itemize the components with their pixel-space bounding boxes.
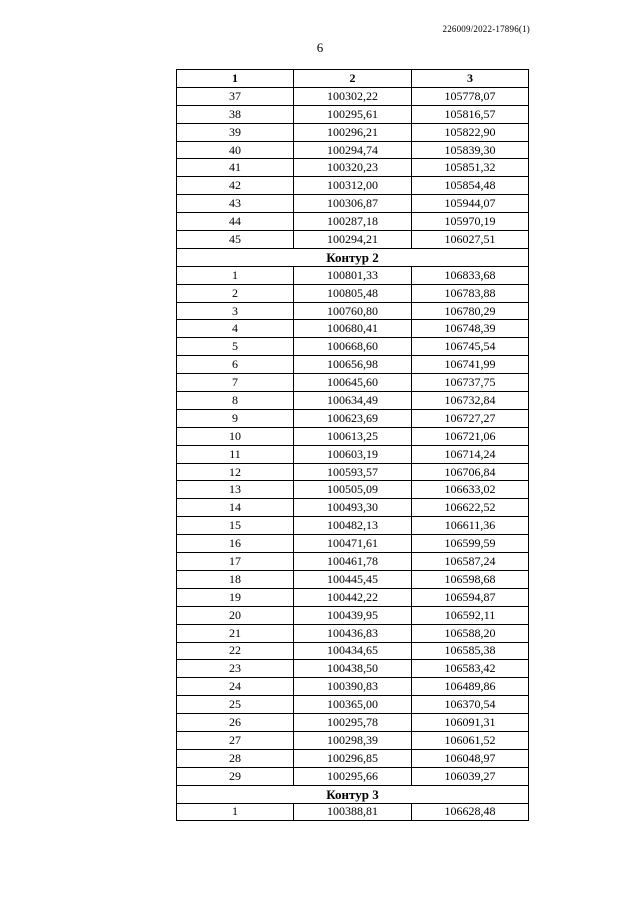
x-coordinate-cell: 100801,33	[294, 266, 412, 284]
y-coordinate-cell: 106587,24	[412, 553, 529, 571]
point-number-cell: 16	[177, 535, 294, 553]
point-number-cell: 41	[177, 159, 294, 177]
point-number-cell: 15	[177, 517, 294, 535]
table-row	[177, 105, 529, 123]
point-number-cell: 20	[177, 606, 294, 624]
table-row	[177, 356, 529, 374]
y-coordinate-cell: 106706,84	[412, 463, 529, 481]
table-row	[177, 427, 529, 445]
y-coordinate-cell: 106714,24	[412, 445, 529, 463]
y-coordinate-cell: 106061,52	[412, 731, 529, 749]
table-body	[177, 87, 529, 821]
x-coordinate-cell: 100613,25	[294, 427, 412, 445]
y-coordinate-cell: 106585,38	[412, 642, 529, 660]
point-number-cell: 43	[177, 195, 294, 213]
point-number-cell: 6	[177, 356, 294, 374]
table-row	[177, 463, 529, 481]
point-number-cell: 44	[177, 213, 294, 231]
table-row	[177, 553, 529, 571]
x-coordinate-cell: 100680,41	[294, 320, 412, 338]
x-coordinate-cell: 100668,60	[294, 338, 412, 356]
page-number: 6	[316, 40, 324, 55]
y-coordinate-cell: 105970,19	[412, 213, 529, 231]
point-number-cell: 39	[177, 123, 294, 141]
section-header-row	[177, 248, 529, 266]
y-coordinate-cell: 106592,11	[412, 606, 529, 624]
table-header	[177, 70, 529, 88]
y-coordinate-cell: 106599,59	[412, 535, 529, 553]
table-row	[177, 767, 529, 785]
x-coordinate-cell: 100388,81	[294, 803, 412, 821]
x-coordinate-cell: 100434,65	[294, 642, 412, 660]
table-row	[177, 445, 529, 463]
point-number-cell: 25	[177, 696, 294, 714]
x-coordinate-cell: 100294,74	[294, 141, 412, 159]
y-coordinate-cell: 106783,88	[412, 284, 529, 302]
table-row	[177, 606, 529, 624]
x-coordinate-cell: 100439,95	[294, 606, 412, 624]
table-row	[177, 195, 529, 213]
y-coordinate-cell: 105816,57	[412, 105, 529, 123]
table-row	[177, 123, 529, 141]
point-number-cell: 38	[177, 105, 294, 123]
point-number-cell: 29	[177, 767, 294, 785]
point-number-cell: 40	[177, 141, 294, 159]
table-row	[177, 231, 529, 249]
x-coordinate-cell: 100294,21	[294, 231, 412, 249]
table-row	[177, 642, 529, 660]
x-coordinate-cell: 100438,50	[294, 660, 412, 678]
y-coordinate-cell: 106594,87	[412, 588, 529, 606]
table-row	[177, 392, 529, 410]
point-number-cell: 14	[177, 499, 294, 517]
x-coordinate-cell: 100306,87	[294, 195, 412, 213]
x-coordinate-cell: 100445,45	[294, 570, 412, 588]
x-coordinate-cell: 100603,19	[294, 445, 412, 463]
y-coordinate-cell: 105778,07	[412, 87, 529, 105]
table-row	[177, 588, 529, 606]
point-number-cell: 22	[177, 642, 294, 660]
y-coordinate-cell: 106748,39	[412, 320, 529, 338]
point-number-cell: 11	[177, 445, 294, 463]
point-number-cell: 26	[177, 714, 294, 732]
y-coordinate-cell: 106628,48	[412, 803, 529, 821]
table-row	[177, 535, 529, 553]
table-row	[177, 660, 529, 678]
x-coordinate-cell: 100320,23	[294, 159, 412, 177]
table-row	[177, 696, 529, 714]
y-coordinate-cell: 106745,54	[412, 338, 529, 356]
point-number-cell: 8	[177, 392, 294, 410]
y-coordinate-cell: 105944,07	[412, 195, 529, 213]
point-number-cell: 24	[177, 678, 294, 696]
x-coordinate-cell: 100442,22	[294, 588, 412, 606]
table-row	[177, 731, 529, 749]
point-number-cell: 5	[177, 338, 294, 356]
point-number-cell: 2	[177, 284, 294, 302]
table-row	[177, 714, 529, 732]
x-coordinate-cell: 100623,69	[294, 409, 412, 427]
table-row	[177, 499, 529, 517]
y-coordinate-cell: 106588,20	[412, 624, 529, 642]
y-coordinate-cell: 105854,48	[412, 177, 529, 195]
point-number-cell: 17	[177, 553, 294, 571]
column-header-2: 2	[294, 70, 412, 88]
point-number-cell: 28	[177, 749, 294, 767]
table-row	[177, 284, 529, 302]
y-coordinate-cell: 106721,06	[412, 427, 529, 445]
table-row	[177, 517, 529, 535]
point-number-cell: 21	[177, 624, 294, 642]
coordinates-table	[176, 69, 529, 821]
table-row	[177, 409, 529, 427]
point-number-cell: 13	[177, 481, 294, 499]
table-row	[177, 87, 529, 105]
y-coordinate-cell: 106489,86	[412, 678, 529, 696]
x-coordinate-cell: 100656,98	[294, 356, 412, 374]
x-coordinate-cell: 100296,21	[294, 123, 412, 141]
y-coordinate-cell: 106583,42	[412, 660, 529, 678]
table-row	[177, 320, 529, 338]
point-number-cell: 23	[177, 660, 294, 678]
table-row	[177, 338, 529, 356]
y-coordinate-cell: 106737,75	[412, 374, 529, 392]
x-coordinate-cell: 100296,85	[294, 749, 412, 767]
y-coordinate-cell: 106727,27	[412, 409, 529, 427]
section-header-row	[177, 785, 529, 803]
point-number-cell: 12	[177, 463, 294, 481]
y-coordinate-cell: 106091,31	[412, 714, 529, 732]
x-coordinate-cell: 100493,30	[294, 499, 412, 517]
x-coordinate-cell: 100634,49	[294, 392, 412, 410]
y-coordinate-cell: 106633,02	[412, 481, 529, 499]
point-number-cell: 1	[177, 266, 294, 284]
point-number-cell: 3	[177, 302, 294, 320]
x-coordinate-cell: 100312,00	[294, 177, 412, 195]
table-row	[177, 481, 529, 499]
point-number-cell: 45	[177, 231, 294, 249]
document-id: 226009/2022-17896(1)	[442, 24, 530, 34]
point-number-cell: 18	[177, 570, 294, 588]
x-coordinate-cell: 100593,57	[294, 463, 412, 481]
table-row	[177, 374, 529, 392]
y-coordinate-cell: 105851,32	[412, 159, 529, 177]
y-coordinate-cell: 106780,29	[412, 302, 529, 320]
y-coordinate-cell: 106741,99	[412, 356, 529, 374]
point-number-cell: 27	[177, 731, 294, 749]
table-row	[177, 266, 529, 284]
x-coordinate-cell: 100436,83	[294, 624, 412, 642]
point-number-cell: 37	[177, 87, 294, 105]
table-row	[177, 570, 529, 588]
column-header-1: 1	[177, 70, 294, 88]
point-number-cell: 10	[177, 427, 294, 445]
y-coordinate-cell: 105822,90	[412, 123, 529, 141]
x-coordinate-cell: 100482,13	[294, 517, 412, 535]
table-row	[177, 678, 529, 696]
x-coordinate-cell: 100295,78	[294, 714, 412, 732]
x-coordinate-cell: 100805,48	[294, 284, 412, 302]
x-coordinate-cell: 100295,66	[294, 767, 412, 785]
point-number-cell: 9	[177, 409, 294, 427]
y-coordinate-cell: 106833,68	[412, 266, 529, 284]
x-coordinate-cell: 100461,78	[294, 553, 412, 571]
table-row	[177, 302, 529, 320]
table-row	[177, 177, 529, 195]
x-coordinate-cell: 100645,60	[294, 374, 412, 392]
header-row	[177, 70, 529, 88]
x-coordinate-cell: 100298,39	[294, 731, 412, 749]
y-coordinate-cell: 106370,54	[412, 696, 529, 714]
point-number-cell: 19	[177, 588, 294, 606]
y-coordinate-cell: 105839,30	[412, 141, 529, 159]
table-row	[177, 803, 529, 821]
point-number-cell: 7	[177, 374, 294, 392]
x-coordinate-cell: 100295,61	[294, 105, 412, 123]
table-row	[177, 749, 529, 767]
y-coordinate-cell: 106611,36	[412, 517, 529, 535]
x-coordinate-cell: 100365,00	[294, 696, 412, 714]
table-row	[177, 141, 529, 159]
y-coordinate-cell: 106039,27	[412, 767, 529, 785]
point-number-cell: 4	[177, 320, 294, 338]
column-header-3: 3	[412, 70, 529, 88]
table-row	[177, 624, 529, 642]
section-title: Контур 3	[177, 785, 529, 803]
point-number-cell: 1	[177, 803, 294, 821]
table-row	[177, 213, 529, 231]
table-row	[177, 159, 529, 177]
y-coordinate-cell: 106732,84	[412, 392, 529, 410]
section-title: Контур 2	[177, 248, 529, 266]
x-coordinate-cell: 100505,09	[294, 481, 412, 499]
y-coordinate-cell: 106622,52	[412, 499, 529, 517]
y-coordinate-cell: 106048,97	[412, 749, 529, 767]
x-coordinate-cell: 100471,61	[294, 535, 412, 553]
x-coordinate-cell: 100287,18	[294, 213, 412, 231]
point-number-cell: 42	[177, 177, 294, 195]
x-coordinate-cell: 100390,83	[294, 678, 412, 696]
y-coordinate-cell: 106598,68	[412, 570, 529, 588]
x-coordinate-cell: 100302,22	[294, 87, 412, 105]
x-coordinate-cell: 100760,80	[294, 302, 412, 320]
y-coordinate-cell: 106027,51	[412, 231, 529, 249]
